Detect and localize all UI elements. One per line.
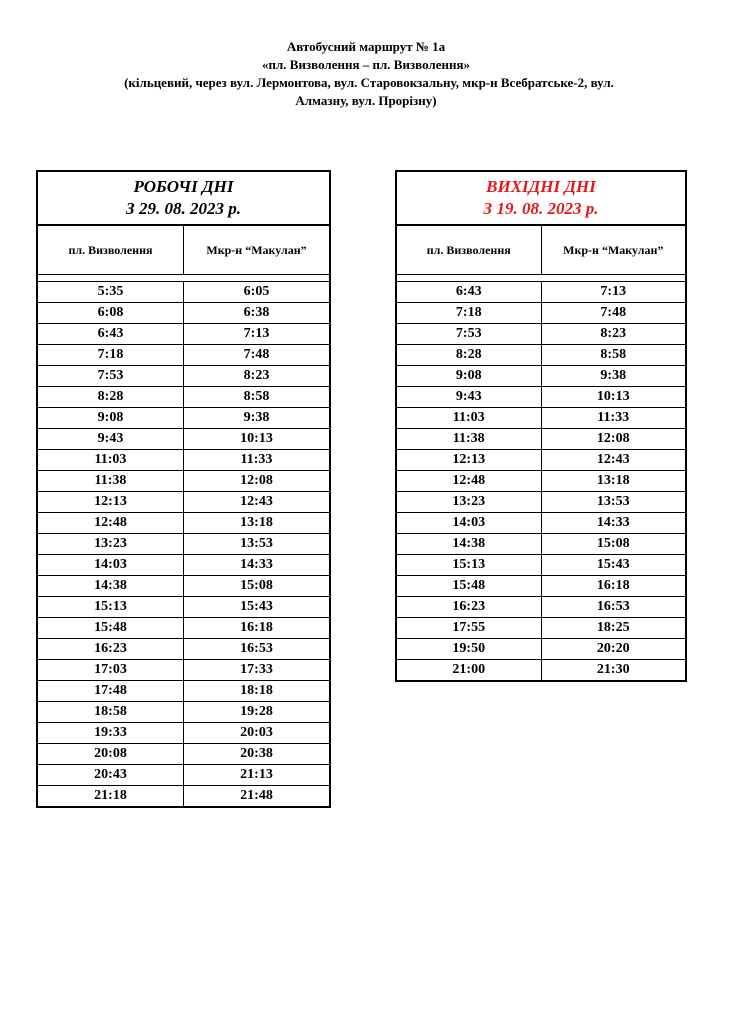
weekday-departure-time: 19:33 xyxy=(37,723,184,744)
weekday-departure-time: 15:48 xyxy=(37,618,184,639)
weekday-time-row xyxy=(37,408,330,429)
weekend-time-row xyxy=(396,408,686,429)
route-endpoints: «пл. Визволення – пл. Визволення» xyxy=(261,57,470,72)
weekend-departure-time: 9:43 xyxy=(396,387,541,408)
weekday-destination-time: 15:08 xyxy=(184,576,331,597)
route-description: (кільцевий, через вул. Лермонтова, вул. Старовокзальну, мкр-н Всебратське-2, вул. xyxy=(124,75,614,90)
weekday-departure-time: 17:03 xyxy=(37,660,184,681)
weekday-time-row xyxy=(37,429,330,450)
weekday-departure-time: 12:13 xyxy=(37,492,184,513)
weekday-departure-time: 20:08 xyxy=(37,744,184,765)
weekday-destination-time: 20:03 xyxy=(184,723,331,744)
weekend-departure-time: 19:50 xyxy=(396,639,541,660)
weekend-destination-time: 12:43 xyxy=(541,450,686,471)
weekday-column-header-destination: Мкр-н “Макулан” xyxy=(184,225,331,275)
weekday-destination-time: 17:33 xyxy=(184,660,331,681)
weekday-time-row xyxy=(37,702,330,723)
weekend-time-row xyxy=(396,324,686,345)
weekend-time-row xyxy=(396,555,686,576)
weekday-departure-time: 9:43 xyxy=(37,429,184,450)
weekday-departure-time: 6:43 xyxy=(37,324,184,345)
weekday-departure-time: 8:28 xyxy=(37,387,184,408)
weekday-column-header-departure: пл. Визволення xyxy=(37,225,184,275)
weekend-destination-time: 18:25 xyxy=(541,618,686,639)
weekend-time-row xyxy=(396,366,686,387)
weekday-destination-time: 8:23 xyxy=(184,366,331,387)
weekday-time-row xyxy=(37,324,330,345)
weekend-time-row xyxy=(396,429,686,450)
weekday-time-row xyxy=(37,282,330,303)
weekend-column-header-destination: Мкр-н “Макулан” xyxy=(541,225,686,275)
route-number: Автобусний маршрут № 1а xyxy=(286,39,446,54)
weekend-destination-time: 10:13 xyxy=(541,387,686,408)
weekday-header-gap xyxy=(37,275,184,282)
weekday-departure-time: 6:08 xyxy=(37,303,184,324)
weekend-title: ВИХІДНІ ДНІ xyxy=(486,177,596,196)
weekend-departure-time: 7:53 xyxy=(396,324,541,345)
weekday-destination-time: 13:53 xyxy=(184,534,331,555)
weekday-time-row xyxy=(37,387,330,408)
weekend-departure-time: 14:38 xyxy=(396,534,541,555)
weekday-destination-time: 21:13 xyxy=(184,765,331,786)
weekday-destination-time: 21:48 xyxy=(184,786,331,808)
weekend-time-row xyxy=(396,576,686,597)
weekday-header-gap xyxy=(184,275,331,282)
weekend-time-row xyxy=(396,282,686,303)
weekend-time-row xyxy=(396,387,686,408)
weekday-departure-time: 12:48 xyxy=(37,513,184,534)
weekday-departure-time: 11:03 xyxy=(37,450,184,471)
weekday-destination-time: 10:13 xyxy=(184,429,331,450)
weekend-destination-time: 7:48 xyxy=(541,303,686,324)
weekend-time-row xyxy=(396,303,686,324)
weekend-destination-time: 9:38 xyxy=(541,366,686,387)
weekend-time-row xyxy=(396,345,686,366)
weekday-title-cell xyxy=(37,171,330,225)
weekday-time-row xyxy=(37,765,330,786)
weekday-time-row xyxy=(37,723,330,744)
weekday-departure-time: 18:58 xyxy=(37,702,184,723)
weekday-destination-time: 8:58 xyxy=(184,387,331,408)
weekend-time-row xyxy=(396,471,686,492)
weekday-departure-time: 13:23 xyxy=(37,534,184,555)
weekday-departure-time: 9:08 xyxy=(37,408,184,429)
weekday-destination-time: 13:18 xyxy=(184,513,331,534)
weekend-time-row xyxy=(396,450,686,471)
weekday-time-row xyxy=(37,597,330,618)
weekend-departure-time: 17:55 xyxy=(396,618,541,639)
weekday-destination-time: 11:33 xyxy=(184,450,331,471)
weekday-departure-time: 7:18 xyxy=(37,345,184,366)
weekend-departure-time: 16:23 xyxy=(396,597,541,618)
weekend-column-header-departure: пл. Визволення xyxy=(396,225,541,275)
weekend-departure-time: 14:03 xyxy=(396,513,541,534)
weekend-destination-time: 20:20 xyxy=(541,639,686,660)
weekend-departure-time: 11:03 xyxy=(396,408,541,429)
weekend-destination-time: 16:53 xyxy=(541,597,686,618)
weekday-time-row xyxy=(37,555,330,576)
weekend-departure-time: 15:48 xyxy=(396,576,541,597)
weekday-effective-date: З 29. 08. 2023 р. xyxy=(126,199,241,218)
weekday-time-row xyxy=(37,786,330,808)
weekend-destination-time: 8:23 xyxy=(541,324,686,345)
weekend-time-row xyxy=(396,660,686,682)
weekday-destination-time: 12:08 xyxy=(184,471,331,492)
weekday-time-row xyxy=(37,366,330,387)
weekday-destination-time: 6:38 xyxy=(184,303,331,324)
weekend-time-row xyxy=(396,534,686,555)
weekday-time-row xyxy=(37,471,330,492)
weekday-time-row xyxy=(37,303,330,324)
weekday-departure-time: 7:53 xyxy=(37,366,184,387)
weekday-departure-time: 17:48 xyxy=(37,681,184,702)
weekend-header-gap xyxy=(541,275,686,282)
weekday-time-row xyxy=(37,576,330,597)
weekday-destination-time: 20:38 xyxy=(184,744,331,765)
weekend-destination-time: 8:58 xyxy=(541,345,686,366)
weekday-departure-time: 16:23 xyxy=(37,639,184,660)
weekend-departure-time: 12:13 xyxy=(396,450,541,471)
weekday-destination-time: 6:05 xyxy=(184,282,331,303)
weekend-departure-time: 9:08 xyxy=(396,366,541,387)
weekday-departure-time: 15:13 xyxy=(37,597,184,618)
weekend-destination-time: 13:53 xyxy=(541,492,686,513)
weekday-departure-time: 11:38 xyxy=(37,471,184,492)
weekend-destination-time: 12:08 xyxy=(541,429,686,450)
weekend-destination-time: 14:33 xyxy=(541,513,686,534)
weekday-destination-time: 12:43 xyxy=(184,492,331,513)
weekday-time-row xyxy=(37,345,330,366)
route-header xyxy=(0,38,732,110)
weekend-departure-time: 6:43 xyxy=(396,282,541,303)
weekday-destination-time: 9:38 xyxy=(184,408,331,429)
weekend-departure-time: 21:00 xyxy=(396,660,541,682)
weekend-time-row xyxy=(396,513,686,534)
weekday-time-row xyxy=(37,618,330,639)
weekend-destination-time: 15:43 xyxy=(541,555,686,576)
weekend-departure-time: 15:13 xyxy=(396,555,541,576)
weekday-destination-time: 16:53 xyxy=(184,639,331,660)
weekday-destination-time: 15:43 xyxy=(184,597,331,618)
weekend-header-gap xyxy=(396,275,541,282)
weekday-schedule-table xyxy=(36,170,331,808)
weekday-departure-time: 14:03 xyxy=(37,555,184,576)
weekday-time-row xyxy=(37,450,330,471)
weekend-departure-time: 11:38 xyxy=(396,429,541,450)
weekend-destination-time: 11:33 xyxy=(541,408,686,429)
weekday-title: РОБОЧІ ДНІ xyxy=(133,177,234,196)
weekend-effective-date: З 19. 08. 2023 р. xyxy=(483,199,599,218)
weekday-destination-time: 19:28 xyxy=(184,702,331,723)
weekday-departure-time: 21:18 xyxy=(37,786,184,808)
weekday-destination-time: 7:48 xyxy=(184,345,331,366)
weekend-title-cell xyxy=(396,171,686,225)
weekday-destination-time: 18:18 xyxy=(184,681,331,702)
weekday-destination-time: 14:33 xyxy=(184,555,331,576)
weekend-departure-time: 13:23 xyxy=(396,492,541,513)
weekend-departure-time: 8:28 xyxy=(396,345,541,366)
weekend-destination-time: 16:18 xyxy=(541,576,686,597)
weekend-time-row xyxy=(396,639,686,660)
weekend-schedule-table xyxy=(395,170,687,682)
weekend-departure-time: 12:48 xyxy=(396,471,541,492)
weekday-time-row xyxy=(37,660,330,681)
weekend-departure-time: 7:18 xyxy=(396,303,541,324)
weekday-departure-time: 5:35 xyxy=(37,282,184,303)
weekday-time-row xyxy=(37,513,330,534)
weekday-destination-time: 7:13 xyxy=(184,324,331,345)
weekend-destination-time: 21:30 xyxy=(541,660,686,682)
weekend-destination-time: 13:18 xyxy=(541,471,686,492)
weekend-time-row xyxy=(396,492,686,513)
route-description-continued: Алмазну, вул. Прорізну) xyxy=(295,93,437,108)
weekend-time-row xyxy=(396,618,686,639)
weekday-destination-time: 16:18 xyxy=(184,618,331,639)
weekend-time-row xyxy=(396,597,686,618)
weekend-destination-time: 7:13 xyxy=(541,282,686,303)
weekday-departure-time: 14:38 xyxy=(37,576,184,597)
weekend-destination-time: 15:08 xyxy=(541,534,686,555)
weekday-time-row xyxy=(37,492,330,513)
weekday-departure-time: 20:43 xyxy=(37,765,184,786)
weekday-time-row xyxy=(37,534,330,555)
weekday-time-row xyxy=(37,744,330,765)
weekday-time-row xyxy=(37,681,330,702)
weekday-time-row xyxy=(37,639,330,660)
